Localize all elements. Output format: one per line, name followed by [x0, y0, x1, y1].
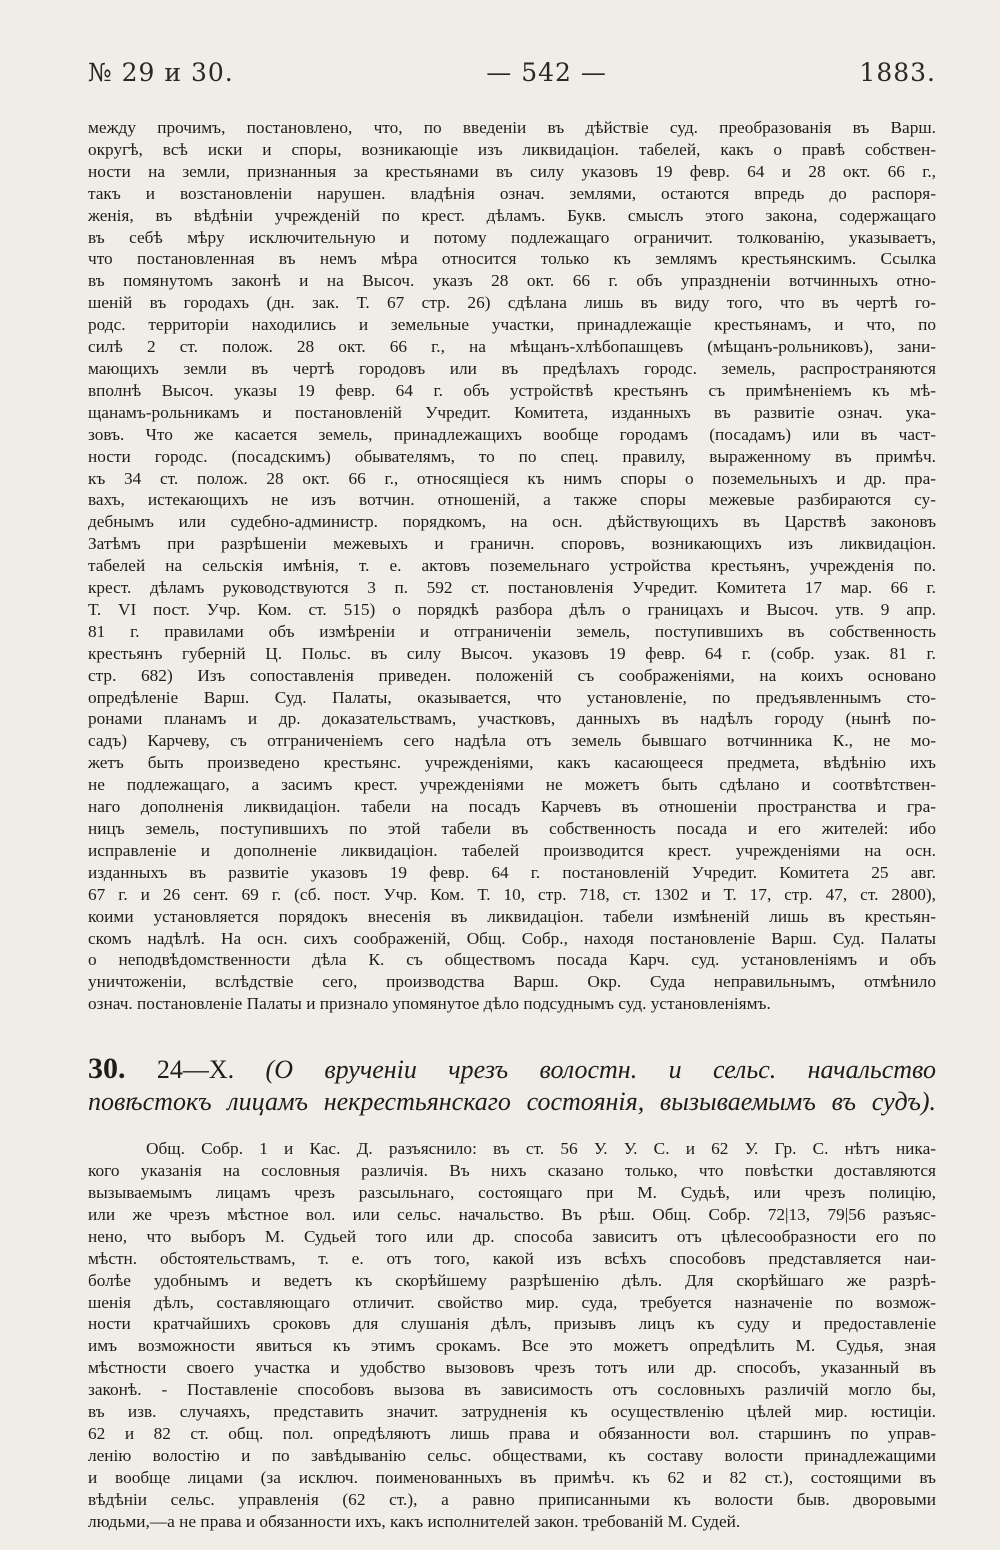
text-line: жетъ быть произведено крестьянс. учрежденіями, какъ касающееся предмета, вѣдѣнію ихъ — [88, 753, 936, 773]
text-line: кого указанія на сословныя различія. Въ нихъ сказано только, что повѣстки доставляются — [88, 1161, 936, 1181]
text-line: шенія дѣлъ, составляющаго отличит. свойство мир. суда, требуется назначеніе по возмож- — [88, 1292, 936, 1312]
text-line: Затѣмъ при разрѣшеніи межевыхъ и граничн. споровъ, возникающихъ изъ ликвидаціон. — [88, 534, 936, 554]
text-line: исправленіе и дополненіе ликвидаціон. табелей производится крест. учрежденіями на осн. — [88, 840, 936, 860]
case-title-line1: (О врученіи чрезъ волостн. и сельс. начальство — [265, 1055, 936, 1085]
case-29-text — [88, 117, 936, 1015]
text-line: ности на земли, признанныя за крестьянами въ силу указовъ 19 февр. 64 и 28 окт. 66 г., — [88, 161, 936, 181]
text-line: уничтоженіи, вслѣдствіе сего, производства Варш. Окр. Суда неправильнымъ, отмѣнило — [88, 972, 936, 992]
text-line: что постановленная въ немъ мѣра относится только къ землямъ крестьянскимъ. Ссылка — [88, 249, 936, 269]
text-line: вѣдѣніи сельс. управленія (62 ст.), а равно приписанными къ волости быв. дворовыми — [88, 1489, 936, 1509]
text-line: между прочимъ, постановлено, что, по введеніи въ дѣйствіе суд. преобразованія въ Варш. — [88, 118, 936, 137]
text-line: Т. VI пост. Учр. Ком. ст. 515) о порядкѣ разбора дѣлъ о границахъ и Высоч. утв. 9 апр. — [88, 599, 936, 619]
text-line: ронами планамъ и др. доказательствамъ, участковъ, данныхъ въ надѣлъ городу (нынѣ по- — [88, 709, 936, 729]
text-line: табелей на сельскія имѣнія, т. е. актовъ поземельнаго устройства крестьянъ, учрежденія по. — [88, 556, 936, 576]
text-line: родс. территоріи находились и земельные участки, принадлежащіе крестьянамъ, и что, по — [88, 315, 936, 335]
text-line: законѣ. - Поставленіе способовъ вызова въ зависимость отъ сословныхъ различій могло бы, — [88, 1380, 936, 1400]
case-30-text — [88, 1138, 936, 1532]
text-line: къ 34 ст. полож. 28 окт. 66 г., относящіеся къ нимъ споры о поземельныхъ и др. пра- — [88, 468, 936, 488]
text-line: щанамъ-рольникамъ и постановленій Учредит. Комитета, изданныхъ въ развитіе означ. ука- — [88, 402, 936, 422]
text-line: 81 г. правилами объ измѣреніи и отграниченіи земель, поступившихъ въ собственность — [88, 621, 936, 641]
text-line: скомъ надѣлѣ. На осн. сихъ соображеній, Общ. Собр., находя постановленіе Варш. Суд. Палаты — [88, 928, 936, 948]
text-line: въ помянутомъ законѣ и на Высоч. указъ 28 окт. 66 г. объ упраздненіи вотчинныхъ отно- — [88, 271, 936, 291]
text-line: мающихъ земли въ чертѣ городовъ или въ предѣлахъ городс. земель, распространяются — [88, 358, 936, 378]
text-line: наго дополненія ликвидаціон. табели на посадъ Карчевъ въ отношеніи пространства и гра- — [88, 797, 936, 817]
page-number: — 542 — — [486, 58, 607, 87]
text-line: садъ) Карчеву, съ отграниченіемъ сего надѣла отъ земель бывшаго вотчинника К., не мо- — [88, 731, 936, 751]
text-line: болѣе удобнымъ и ведетъ къ скорѣйшему разрѣшенію дѣлъ. Для скорѣйшаго же разрѣ- — [88, 1270, 936, 1290]
text-line: о неподвѣдомственности дѣла К. съ обществомъ посада Карч. суд. установленіямъ и объ — [88, 950, 936, 970]
text-line: имъ возможности явиться къ этимъ срокамъ. Все это можетъ опредѣлить М. Судья, зная — [88, 1336, 936, 1356]
text-line: вызываемымъ лицамъ чрезъ разсыльнаго, состоящаго при М. Судьѣ, или чрезъ полицію, — [88, 1182, 936, 1202]
text-line: вахъ, истекающихъ не изъ вотчин. отношеній, а также споры межевые разбираются су- — [88, 490, 936, 510]
text-line: силѣ 2 ст. полож. 28 окт. 66 г., на мѣщанъ-хлѣбопашцевъ (мѣщанъ-рольниковъ), зани- — [88, 337, 936, 357]
text-line: означ. постановленіе Палаты и признало упомянутое дѣло подсуднымъ суд. установленіямъ. — [88, 994, 771, 1014]
text-line: женія, въ вѣдѣніи учрежденій по крест. дѣламъ. Букв. смыслъ этого закона, содержащаго — [88, 205, 936, 225]
text-line: коими установляется порядокъ внесенія въ ликвидаціон. табели измѣненій лишь въ крестьян- — [88, 906, 936, 926]
case-number: 30. — [88, 1053, 126, 1086]
text-line: ности кратчайшихъ сроковъ для слушанія дѣлъ, призывъ лицъ къ суду и предоставленіе — [88, 1314, 936, 1334]
text-line: нено, что выборъ М. Судьей того или др. способа зависитъ отъ цѣлесообразности его по — [88, 1226, 936, 1246]
text-line: крест. дѣламъ руководствуются 3 п. 592 ст. постановленія Учредит. Комитета 17 мар. 66 г. — [88, 578, 936, 598]
text-line: шеній въ городахъ (дн. зак. Т. 67 стр. 26) сдѣлана лишь въ виду того, что въ чертѣ го- — [88, 293, 936, 313]
text-line: ленію волостію и по завѣдыванію сельс. обществами, къ составу волости принадлежащими — [88, 1445, 936, 1465]
text-line: 67 г. и 26 сент. 69 г. (сб. пост. Учр. Ком. Т. 10, стр. 718, ст. 1302 и Т. 17, стр. 47, ст. 2800), — [88, 884, 936, 904]
text-line: изданныхъ въ развитіе указовъ 19 февр. 64 г. постановленій Учредит. Комитета 25 авг. — [88, 862, 936, 882]
year: 1883. — [859, 58, 936, 87]
text-line: ности городс. (посадскимъ) обывателямъ, то по спец. правилу, выраженному въ примѣч. — [88, 446, 936, 466]
text-line: мѣстности своего участка и удобство вызововъ чрезъ тотъ или др. способъ, указанный въ — [88, 1358, 936, 1378]
text-line: такъ и возстановленіи нарушен. владѣнія означ. землями, остаются впредь до распоря- — [88, 183, 936, 203]
text-line: и вообще лицами (за исключ. поименованныхъ въ примѣч. къ 62 и 82 ст.), состоящими въ — [88, 1467, 936, 1487]
text-line: зовъ. Что же касается земель, принадлежащихъ вообще городамъ (посадамъ) или въ част- — [88, 424, 936, 444]
text-line: людьми,—а не права и обязанности ихъ, какъ исполнителей закон. требованій М. Судей. — [88, 1511, 741, 1531]
case-30-heading — [88, 1053, 936, 1118]
text-line: въ изв. случаяхъ, представить значит. затрудненія къ осуществленію цѣлей мир. юстиціи. — [88, 1402, 936, 1422]
issue-number: № 29 и 30. — [88, 58, 234, 87]
text-line: ницъ земель, поступившихъ по этой табели въ собственность посада и его жителей: ибо — [88, 819, 936, 838]
case-date: 24—X. — [156, 1055, 235, 1085]
text-line: мѣстн. обстоятельствамъ, т. е. отъ того, какой изъ всѣхъ способовъ представляется наи- — [88, 1248, 936, 1268]
text-line: не подлежащаго, а засимъ крест. учрежденіями не можетъ быть сдѣлано и соотвѣтствен- — [88, 775, 936, 795]
text-line: крестьянъ губерній Ц. Польс. въ силу Высоч. указовъ 19 февр. 64 г. (собр. узак. 81 г. — [88, 643, 936, 663]
running-header — [88, 58, 936, 87]
text-line: 62 и 82 ст. общ. пол. опредѣляютъ лишь права и обязанности вол. старшинъ по управ- — [88, 1423, 936, 1443]
text-line: въ себѣ мѣру исключительную и потому подлежащаго ограничит. толкованію, указываетъ, — [88, 227, 936, 247]
text-line: вполнѣ Высоч. указы 19 февр. 64 г. объ устройствѣ крестьянъ съ примѣненіемъ къ мѣ- — [88, 380, 936, 400]
text-line: Общ. Собр. 1 и Кас. Д. разъяснило: въ ст. 56 У. У. С. и 62 У. Гр. С. нѣтъ ника- — [146, 1139, 936, 1159]
case-title-line2: повѣстокъ лицамъ некрестьянскаго состоянія, вызываемымъ въ судъ). — [88, 1087, 936, 1117]
text-line: или же чрезъ мѣстное вол. или сельс. начальство. Въ рѣш. Общ. Собр. 72|13, 79|56 разъяс- — [88, 1204, 936, 1224]
text-line: округѣ, всѣ иски и споры, возникающіе изъ ликвидаціон. табелей, какъ о правѣ собствен- — [88, 139, 936, 159]
text-line: дебнымъ или судебно-администр. порядкомъ, на осн. дѣйствующихъ въ Царствѣ законовъ — [88, 512, 936, 532]
text-line: стр. 682) Изъ сопоставленія приведен. положеній съ соображеніями, на коихъ основано — [88, 665, 936, 685]
text-line: опредѣленіе Варш. Суд. Палаты, оказывается, что установленіе, по предъявленнымъ сто- — [88, 687, 936, 707]
